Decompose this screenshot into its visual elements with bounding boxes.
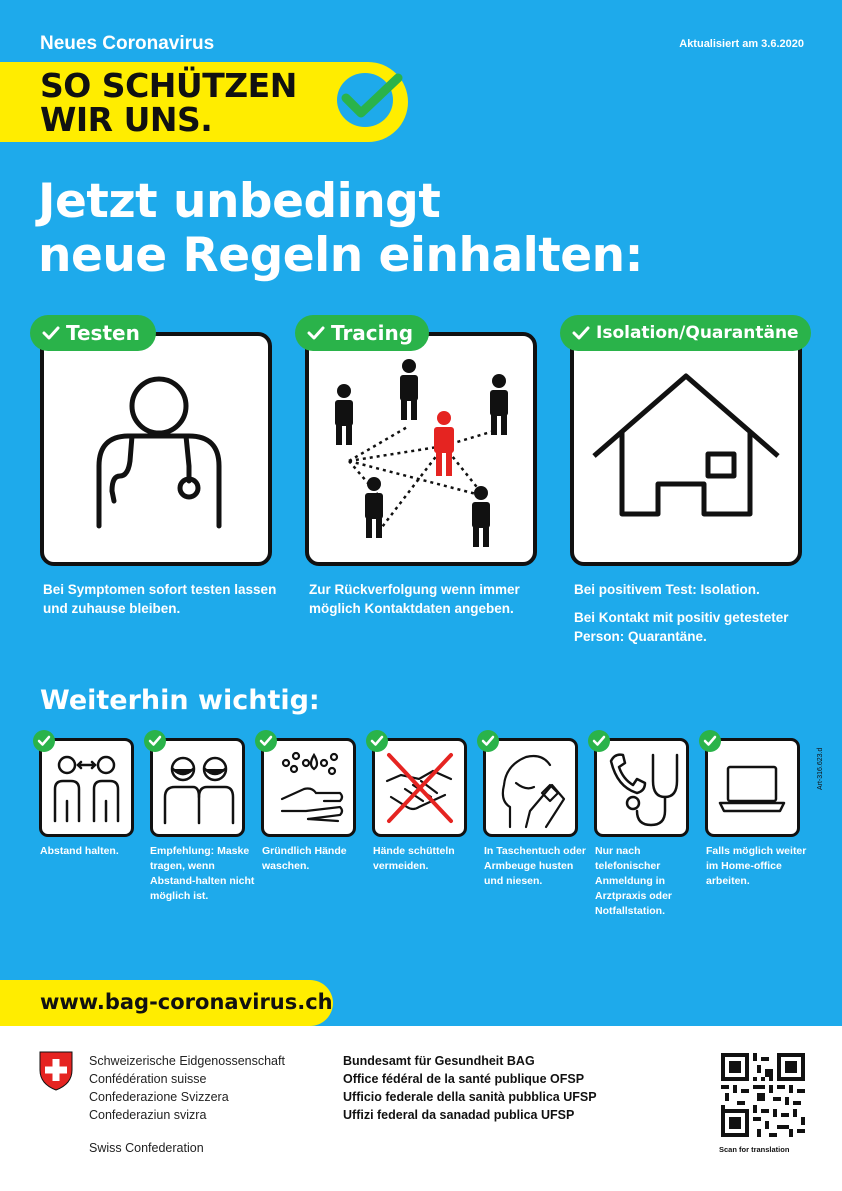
slogan-line-2: WIR UNS. — [40, 100, 213, 139]
check-icon — [572, 325, 590, 341]
tile-distance — [39, 738, 134, 837]
tile-check-icon — [477, 730, 499, 752]
tile-laptop — [705, 738, 800, 837]
measure-text: Abstand halten. — [40, 845, 119, 857]
confederation-names — [89, 1052, 285, 1124]
office-rm: Uffizi federal da sanadad publica UFSP — [343, 1108, 575, 1122]
confederation-fr: Confédération suisse — [89, 1072, 207, 1086]
slogan — [40, 66, 297, 139]
office-names — [343, 1052, 597, 1124]
updated-date: Aktualisiert am 3.6.2020 — [679, 38, 804, 50]
office-it: Ufficio federale della sanità pubblica UFSP — [343, 1090, 597, 1104]
confederation-de: Schweizerische Eidgenossenschaft — [89, 1054, 285, 1068]
rule-text-testen: Bei Symptomen sofort testen lassen und zuhause bleiben. — [43, 582, 277, 616]
office-de: Bundesamt für Gesundheit BAG — [343, 1054, 535, 1068]
office-fr: Office fédéral de la santé publique OFSP — [343, 1072, 585, 1086]
measure-text: Hände schütteln vermeiden. — [373, 845, 455, 872]
badge-label: Isolation/Quarantäne — [596, 323, 799, 343]
rule-text-isolation-2: Bei Kontakt mit positiv getesteter Person: Quarantäne. — [574, 610, 789, 644]
badge-label: Testen — [66, 321, 140, 345]
slogan-line-1: SO SCHÜTZEN — [40, 66, 297, 105]
contact-tracing-network-icon — [309, 336, 533, 562]
doctor-stethoscope-icon — [44, 336, 268, 562]
rule-box-tracing — [305, 332, 537, 566]
badge-isolation — [560, 315, 811, 351]
swiss-coat-of-arms-icon — [38, 1050, 74, 1092]
tile-check-icon — [588, 730, 610, 752]
phone-stethoscope-icon — [597, 741, 686, 834]
badge-label: Tracing — [331, 321, 414, 345]
rule-box-isolation — [570, 332, 802, 566]
swiss-confederation: Swiss Confederation — [89, 1141, 204, 1155]
kicker: Neues Coronavirus — [40, 33, 215, 54]
headline-line-2: neue Regeln einhalten: — [38, 228, 643, 283]
check-icon — [307, 325, 325, 341]
hand-washing-icon — [264, 741, 353, 834]
masks-icon — [153, 741, 242, 834]
measure-text: Nur nach telefonischer Anmeldung in Arztpraxis oder Notfallstation. — [595, 845, 673, 917]
section-title-weiterhin: Weiterhin wichtig: — [40, 685, 320, 716]
tile-check-icon — [255, 730, 277, 752]
scan-for-translation: Scan for translation — [719, 1145, 790, 1154]
measure-text: Empfehlung: Maske tragen, wenn Abstand-halten nicht möglich ist. — [150, 845, 255, 902]
badge-testen — [30, 315, 156, 351]
rule-text-isolation-1: Bei positivem Test: Isolation. — [574, 582, 760, 597]
measure-text: Falls möglich weiter im Home-office arbeiten. — [706, 845, 807, 887]
check-icon — [42, 325, 60, 341]
tile-phone — [594, 738, 689, 837]
tile-check-icon — [699, 730, 721, 752]
cough-elbow-icon — [486, 741, 575, 834]
tile-masks — [150, 738, 245, 837]
no-handshake-icon — [375, 741, 464, 834]
laptop-icon — [708, 741, 797, 834]
tile-check-icon — [33, 730, 55, 752]
tile-cough — [483, 738, 578, 837]
article-code: Art-316.623.d — [817, 747, 824, 790]
tile-check-icon — [144, 730, 166, 752]
tile-no-handshake — [372, 738, 467, 837]
rule-text-tracing: Zur Rückverfolgung wenn immer möglich Kontaktdaten angeben. — [309, 582, 520, 616]
house-icon — [574, 336, 798, 562]
measure-text: Gründlich Hände waschen. — [262, 845, 347, 872]
rule-box-testen — [40, 332, 272, 566]
tile-hand-washing — [261, 738, 356, 837]
distance-icon — [42, 741, 131, 834]
confederation-rm: Confederaziun svizra — [89, 1108, 207, 1122]
headline-line-1: Jetzt unbedingt — [38, 174, 441, 229]
badge-tracing — [295, 315, 429, 351]
measure-text: In Taschentuch oder Armbeuge husten und niesen. — [484, 845, 586, 887]
website-link[interactable]: www.bag-coronavirus.ch — [40, 990, 333, 1014]
check-circle-icon — [332, 68, 404, 132]
tile-check-icon — [366, 730, 388, 752]
headline — [38, 175, 643, 283]
qr-code-icon[interactable] — [721, 1053, 805, 1137]
confederation-it: Confederazione Svizzera — [89, 1090, 229, 1104]
